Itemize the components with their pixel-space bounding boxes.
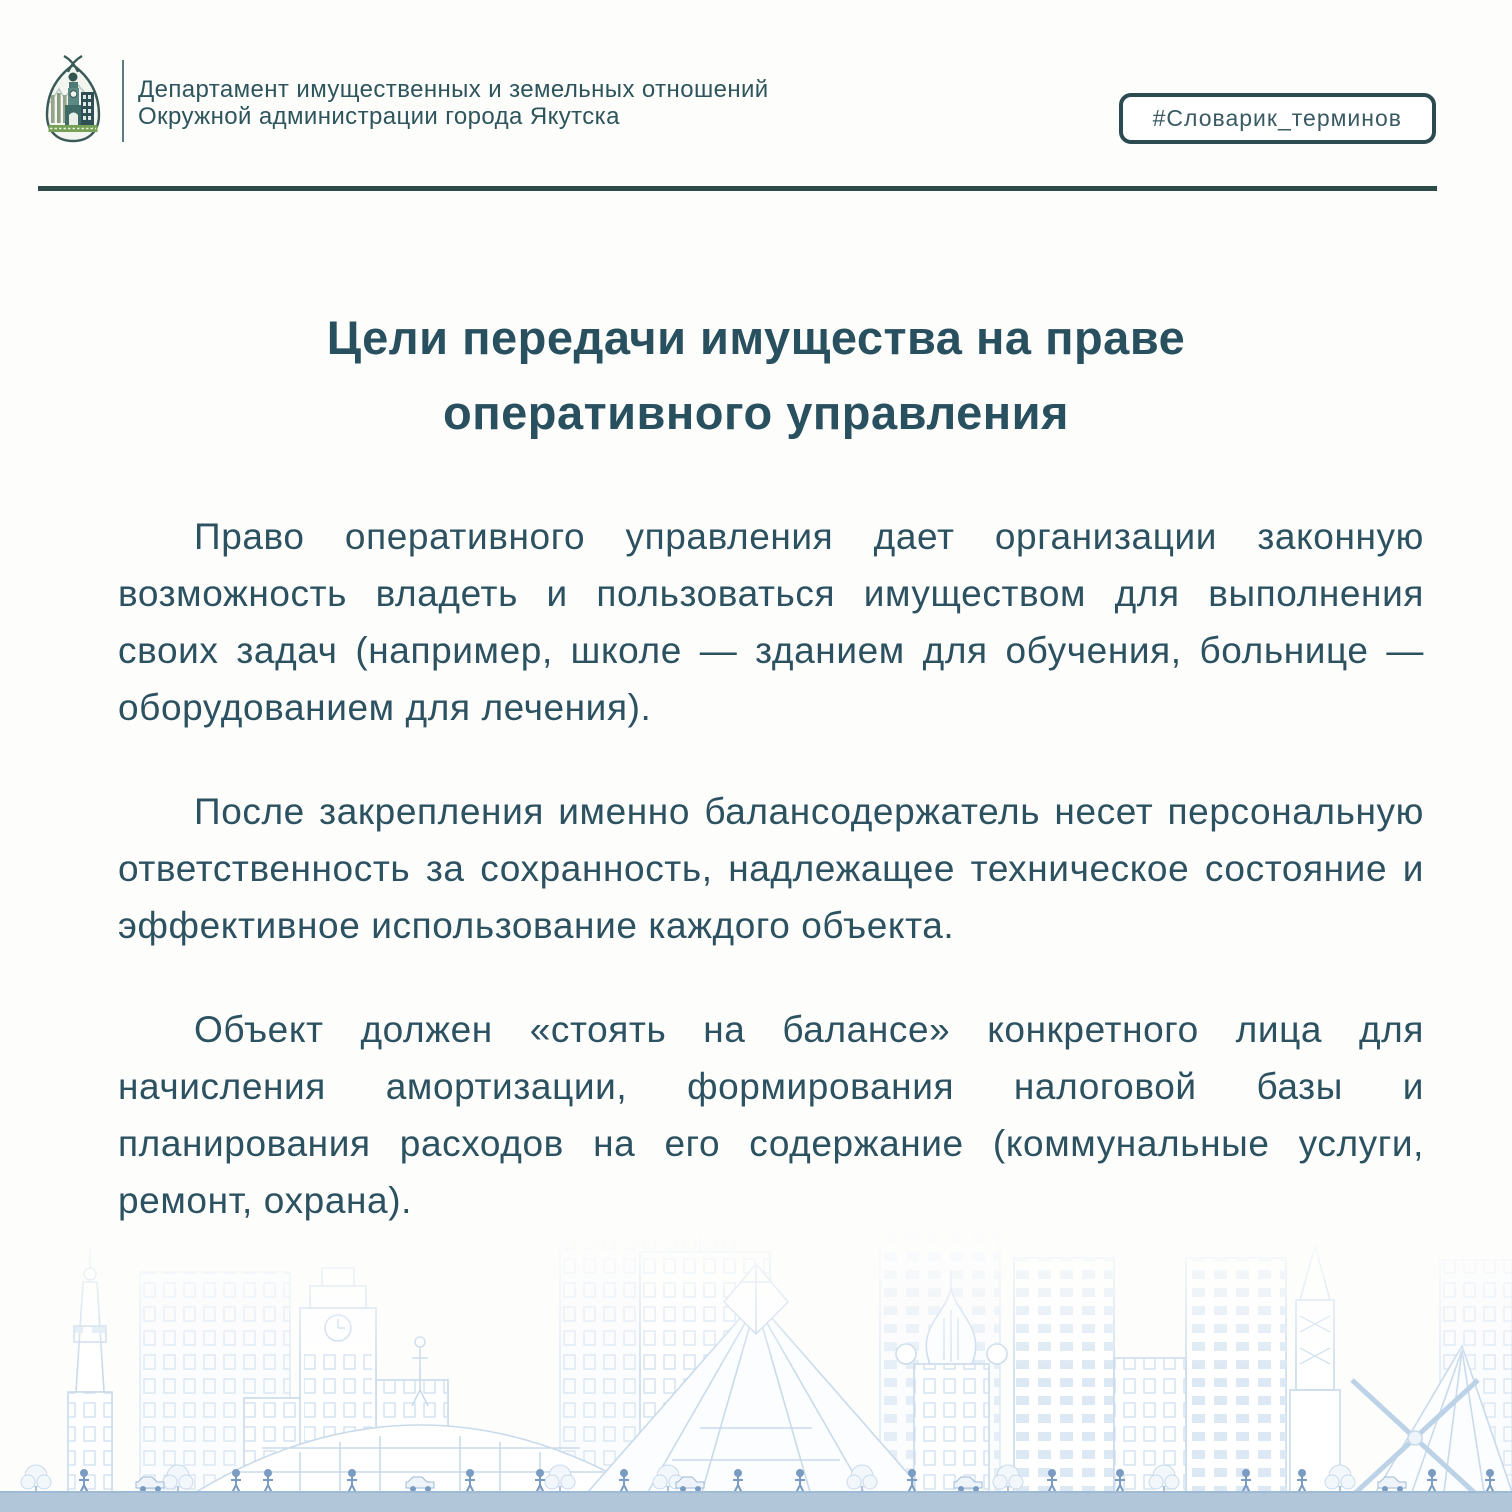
org-name: [138, 72, 769, 130]
org-name-line1: Департамент имущественных и земельных отношений: [138, 76, 769, 103]
page-title: [0, 300, 1512, 450]
paragraph-3: Объект должен «стоять на балансе» конкретного лица для начисления амортизации, формирования налоговой базы и планирования расходов на его содержание (коммунальные услуги, ремонт, охрана).: [118, 1009, 1424, 1221]
paragraph-2: После закрепления именно балансодержатель несет персональную ответственность за сохранность, надлежащее техническое состояние и эффективное использование каждого объекта.: [118, 791, 1424, 946]
main-content: [0, 300, 1512, 1276]
bottom-band: [0, 1493, 1512, 1512]
title-line1: Цели передачи имущества на праве: [326, 311, 1186, 364]
header-branding: [38, 55, 769, 147]
hashtag-badge: [1119, 93, 1436, 144]
header: [38, 55, 1436, 147]
org-name-line2: Окружной администрации города Якутска: [138, 103, 620, 130]
department-emblem-icon: [38, 55, 108, 147]
header-divider: [122, 60, 124, 142]
paragraph-1: Право оперативного управления дает организации законную возможность владеть и пользоваться имуществом для выполнения своих задач (например, школе — зданием для обучения, больнице — оборудованием для лечения).: [118, 516, 1424, 728]
header-rule: [38, 186, 1437, 191]
hashtag-label: #Словарик_терминов: [1152, 105, 1402, 131]
title-line2: оперативного управления: [443, 386, 1069, 439]
